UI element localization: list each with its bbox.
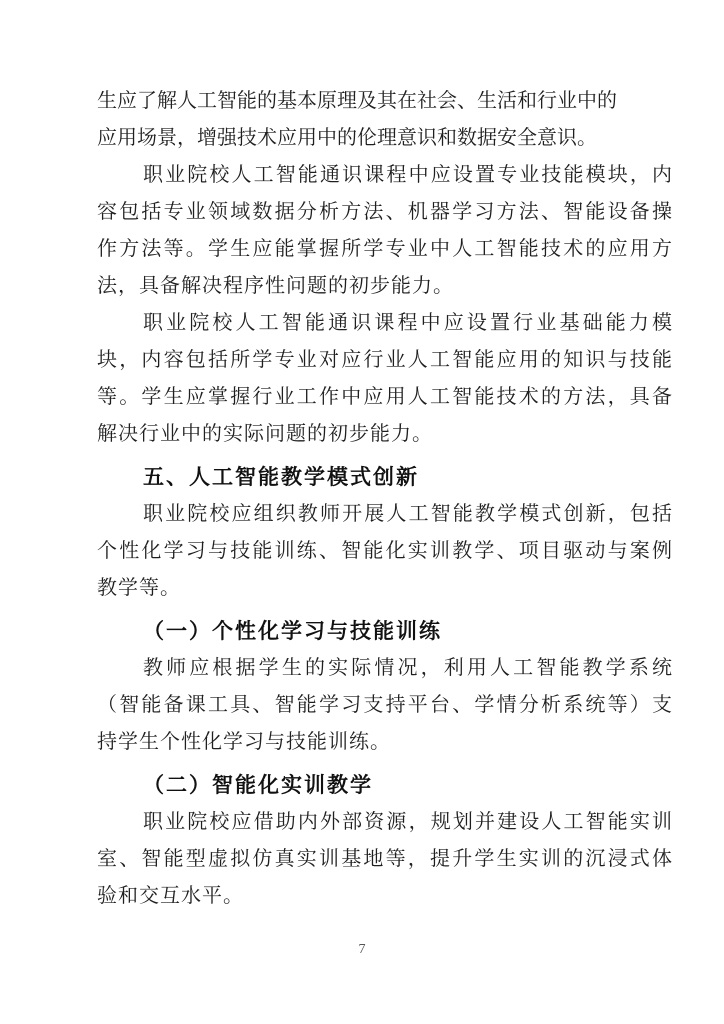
text-line: 应用场景，增强技术应用中的伦理意识和数据安全意识。: [97, 127, 597, 149]
text-line: （智能备课工具、智能学习支持平台、学情分析系统等）支: [97, 694, 673, 716]
section-heading: （二）智能化实训教学: [143, 774, 373, 797]
text-line: 解决行业中的实际问题的初步能力。: [97, 423, 433, 445]
section-heading: 五、人工智能教学模式创新: [143, 466, 419, 489]
text-line: 职业院校人工智能通识课程中应设置行业基础能力模: [143, 312, 673, 334]
text-line: 教学等。: [97, 577, 181, 599]
text-line: 持学生个性化学习与技能训练。: [97, 731, 391, 753]
text-line: 块，内容包括所学专业对应行业人工智能应用的知识与技能: [97, 349, 673, 371]
text-line: 个性化学习与技能训练、智能化实训教学、项目驱动与案例: [97, 540, 673, 562]
document-body: [97, 83, 673, 915]
text-line: 法，具备解决程序性问题的初步能力。: [97, 275, 454, 297]
text-line: 职业院校应借助内外部资源，规划并建设人工智能实训: [143, 811, 673, 833]
text-line: 生应了解人工智能的基本原理及其在社会、生活和行业中的: [97, 90, 617, 112]
text-line: 职业院校应组织教师开展人工智能教学模式创新，包括: [143, 503, 673, 525]
text-line: 室、智能型虚拟仿真实训基地等，提升学生实训的沉浸式体: [97, 848, 673, 870]
text-line: 容包括专业领域数据分析方法、机器学习方法、智能设备操: [97, 201, 673, 223]
text-line: 验和交互水平。: [97, 885, 244, 907]
text-line: 职业院校人工智能通识课程中应设置专业技能模块，内: [143, 164, 673, 186]
page-number: 7: [358, 942, 366, 957]
text-line: 教师应根据学生的实际情况，利用人工智能教学系统: [143, 657, 673, 679]
section-heading: （一）个性化学习与技能训练: [143, 620, 442, 643]
text-line: 作方法等。学生应能掌握所学专业中人工智能技术的应用方: [97, 238, 673, 260]
text-line: 等。学生应掌握行业工作中应用人工智能技术的方法，具备: [97, 386, 673, 408]
